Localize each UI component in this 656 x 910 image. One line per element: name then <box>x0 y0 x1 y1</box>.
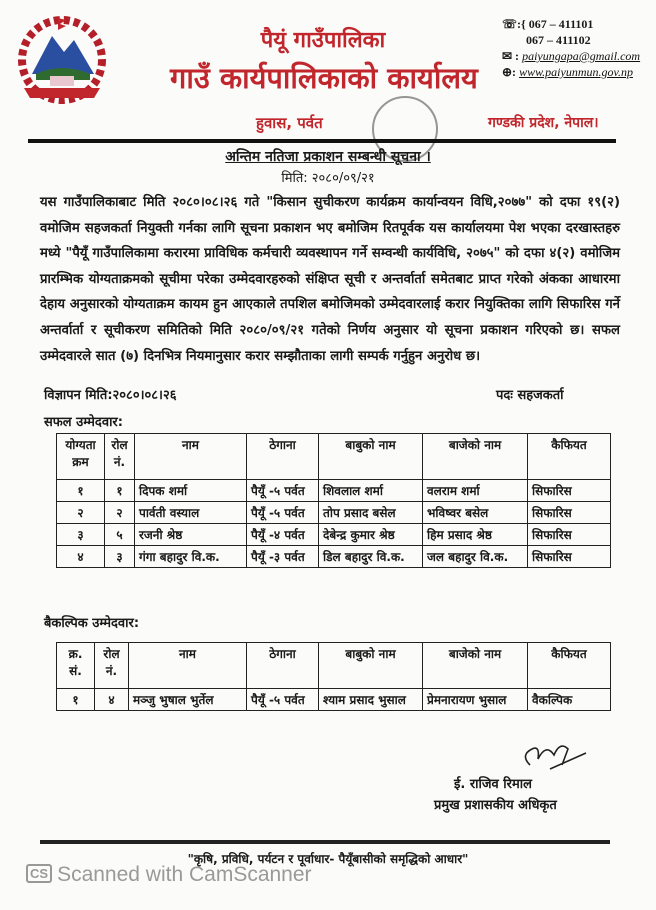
column-header: बाजेको नाम <box>423 434 528 480</box>
successful-label: सफल उम्मेदवार: <box>44 415 123 430</box>
table-row <box>57 480 611 502</box>
globe-icon: ⊕: <box>502 65 520 79</box>
table-cell: २ <box>57 502 105 524</box>
table-cell: हिम प्रसाद श्रेष्ठ <box>423 524 528 546</box>
table-cell: १ <box>57 689 95 711</box>
table-cell: ३ <box>105 546 135 568</box>
contact-block <box>502 16 640 80</box>
phone-2: 067 – 411102 <box>526 33 591 47</box>
table-row <box>57 689 611 711</box>
table-cell: डिल बहादुर वि.क. <box>319 546 423 568</box>
website-link[interactable]: www.paiyunmun.gov.np <box>519 65 633 79</box>
post-name: पदः सहजकर्ता <box>496 388 564 403</box>
notice-date: मिति: २०८०/०९/२१ <box>281 171 375 186</box>
table-cell: १ <box>105 480 135 502</box>
successful-candidates-table <box>56 433 611 568</box>
watermark-text: Scanned with CamScanner <box>57 863 312 886</box>
column-header: रोल नं. <box>95 643 129 689</box>
phone-1: 067 – 411101 <box>528 17 594 31</box>
email-link[interactable]: paiyungapa@gmail.com <box>522 49 641 63</box>
table-cell: वलराम शर्मा <box>423 480 528 502</box>
table-cell: तोप प्रसाद बसेल <box>319 502 423 524</box>
footer-motto: "कृषि, प्रविधि, पर्यटन र पूर्वाधार- पैयूँबासीको समृद्धिको आधार" <box>187 852 469 866</box>
table-cell: गंगा बहादुर वि.क. <box>135 546 247 568</box>
column-header: कैफियत <box>528 434 611 480</box>
footer-divider <box>40 840 610 844</box>
phone-icon: ☏:{ <box>502 17 529 31</box>
province: गण्डकी प्रदेश, नेपाल। <box>488 115 599 131</box>
table-cell: २ <box>105 502 135 524</box>
column-header: ठेगाना <box>247 434 319 480</box>
table-cell: पैयूँ -५ पर्वत <box>247 502 319 524</box>
table-cell: ४ <box>57 546 105 568</box>
column-header: क्र. सं. <box>57 643 95 689</box>
column-header: बाबुको नाम <box>319 643 423 689</box>
table-cell: पैयूँ -४ पर्वत <box>247 524 319 546</box>
table-cell: पैयूँ -३ पर्वत <box>247 546 319 568</box>
table-cell: जल बहादुर वि.क. <box>423 546 528 568</box>
table-cell: रजनी श्रेष्ठ <box>135 524 247 546</box>
notice-subject <box>0 147 656 166</box>
table-row <box>57 524 611 546</box>
table-cell: ४ <box>95 689 129 711</box>
signatory-name: ई. राजिव रिमाल <box>454 777 532 792</box>
table-cell: प्रेमनारायण भुसाल <box>423 689 528 711</box>
table-cell: सिफारिस <box>528 524 611 546</box>
header-divider <box>28 139 616 143</box>
signatory-title: प्रमुख प्रशासकीय अधिकृत <box>434 798 557 813</box>
advert-date: विज्ञापन मिति:२०८०।०८।२६ <box>44 388 177 403</box>
table-row <box>57 502 611 524</box>
column-header: नाम <box>129 643 247 689</box>
column-header: ठेगाना <box>247 643 319 689</box>
table-cell: पार्वती वस्याल <box>135 502 247 524</box>
camscanner-watermark <box>26 863 312 887</box>
column-header: नाम <box>135 434 247 480</box>
municipality-name: पैयूं गाउँपालिका <box>260 28 386 53</box>
table-cell: दिपक शर्मा <box>135 480 247 502</box>
table-cell: सिफारिस <box>528 546 611 568</box>
table-row <box>57 546 611 568</box>
camscanner-logo-icon: CS <box>26 864 52 883</box>
table-cell: देबेन्द्र कुमार श्रेष्ठ <box>319 524 423 546</box>
table-cell: ३ <box>57 524 105 546</box>
table-cell: श्याम प्रसाद भुसाल <box>319 689 423 711</box>
column-header: बाजेको नाम <box>423 643 528 689</box>
notice-subject-text: अन्तिम नतिजा प्रकाशन सम्बन्धी सूचना । <box>225 149 431 165</box>
column-header: रोल नं. <box>105 434 135 480</box>
table-cell: मञ्जु भुषाल भुर्तेल <box>129 689 247 711</box>
office-location: हुवास, पर्वत <box>256 114 323 132</box>
office-name: गाउँ कार्यपालिकाको कार्यालय <box>170 61 478 95</box>
table-cell: भविष्वर बसेल <box>423 502 528 524</box>
alternate-label: बैकल्पिक उम्मेदवार: <box>44 616 140 631</box>
table-cell: पैयूँ -५ पर्वत <box>247 689 319 711</box>
table-cell: सिफारिस <box>528 502 611 524</box>
table-cell: सिफारिस <box>528 480 611 502</box>
signature <box>510 735 590 775</box>
column-header: योग्यता क्रम <box>57 434 105 480</box>
table-cell: पैयूँ -५ पर्वत <box>247 480 319 502</box>
notice-body: यस गाउँपालिकाबाट मिति २०८०।०८।२६ गते "किसान सुचीकरण कार्यक्रम कार्यान्वयन विधि,२०७७" को दफा १९(२) वमोजिम सहजकर्ता नियुक्ती गर्नका लागि सूचना प्रकाशन भए बमोजिम रितपूर्वक यस कार्यालयमा पेश भएका दरखास्तहरु मध्ये "पैयूँ गाउँपालिकामा करारमा प्राविधिक कर्मचारी व्यवस्थापन गर्ने सम्वन्धी कार्यविधि, २०७५" को दफा ४(२) वमोजिम प्रारम्भिक योग्यताक्रमको सूचीमा परेका उम्मेदवारहरुको संक्षिप्त सूची र अन्तर्वार्ता समेतबाट प्राप्त गरेको अंकका आधारमा देहाय अनुसारको योग्यताक्रम कायम हुन आएकाले तपशिल बमोजिमको उम्मेदवारलाई करार नियुक्तिका लागि सिफारिस गर्ने अन्तर्वार्ता र सूचीकरण समितिको मिति २०८०/०९/२१ गतेको निर्णय अनुसार यो सूचना प्रकाशन गरिएको छ। सफल उम्मेदवारले सात (७) दिनभित्र नियमानुसार करार सम्झौताका लागी सम्पर्क गर्नुहुन अनुरोध छ। <box>40 195 620 364</box>
table-cell: १ <box>57 480 105 502</box>
table-cell: ५ <box>105 524 135 546</box>
column-header: बाबुको नाम <box>319 434 423 480</box>
email-icon: ✉ : <box>502 49 523 63</box>
table-cell: वैकल्पिक <box>528 689 611 711</box>
alternate-candidates-table <box>56 642 611 711</box>
table-cell: शिवलाल शर्मा <box>319 480 423 502</box>
column-header: कैफियत <box>528 643 611 689</box>
